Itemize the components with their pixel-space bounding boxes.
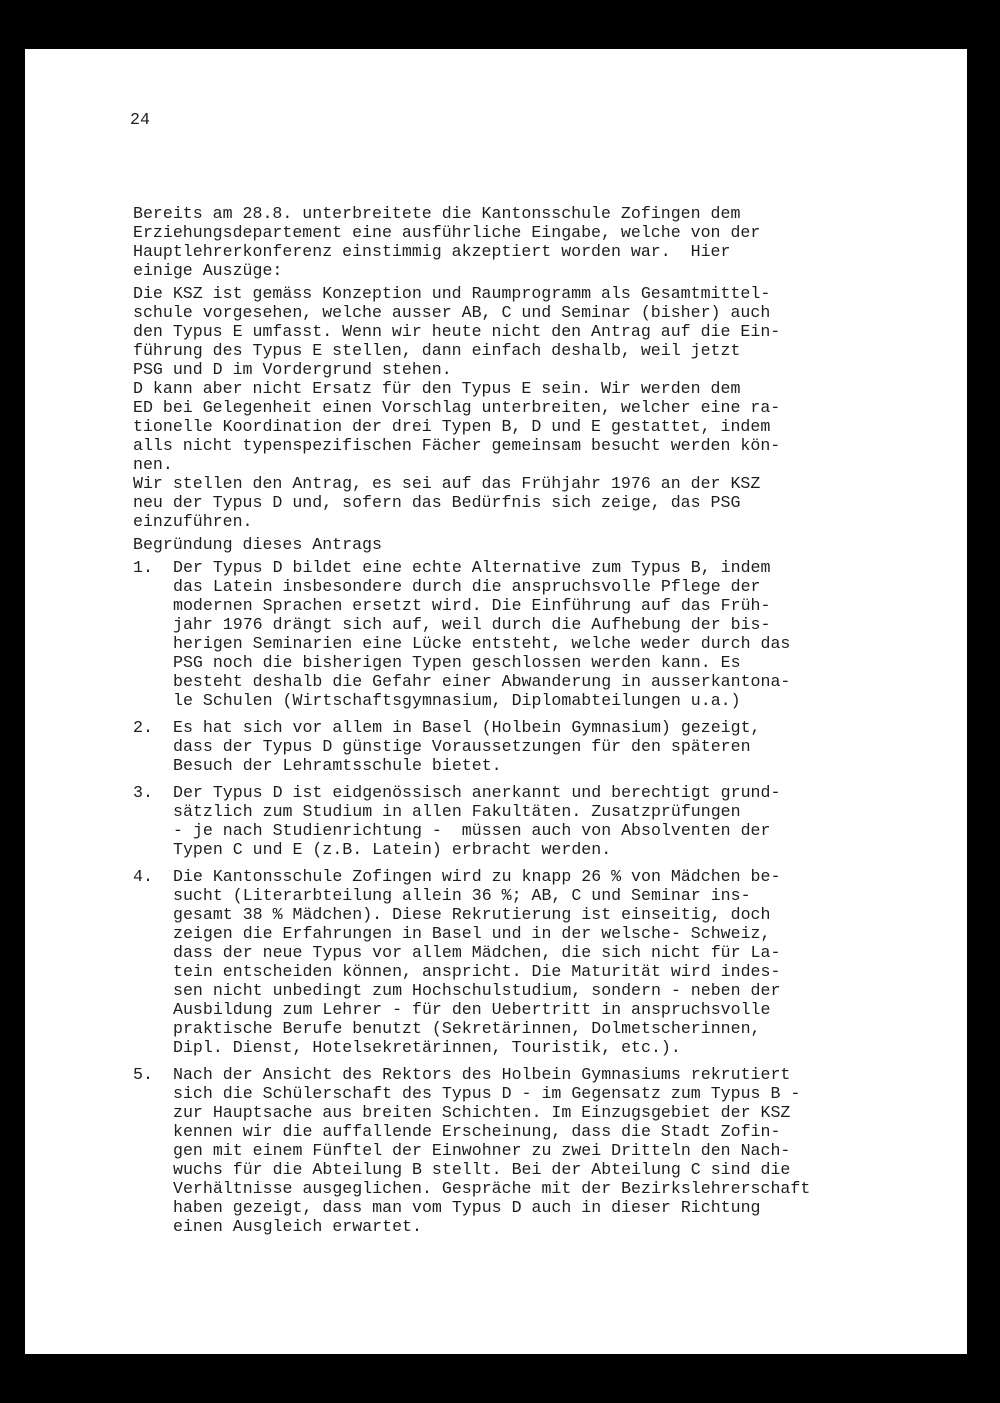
text-line: wuchs für die Abteilung B stellt. Bei der Abteilung C sind die: [173, 1160, 791, 1179]
text-line: sätzlich zum Studium in allen Fakultäten. Zusatzprüfungen: [173, 802, 741, 821]
text-line: alls nicht typenspezifischen Fächer gemeinsam besucht werden kön-: [133, 436, 781, 455]
text-line: tionelle Koordination der drei Typen B, D und E gestattet, indem: [133, 417, 771, 436]
reason-number: 2.: [133, 718, 153, 737]
text-line: das Latein insbesondere durch die anspruchsvolle Pflege der: [173, 577, 761, 596]
reason-number: 3.: [133, 783, 153, 802]
text-line: Besuch der Lehramtsschule bietet.: [173, 756, 502, 775]
text-line: haben gezeigt, dass man vom Typus D auch in dieser Richtung: [173, 1198, 761, 1217]
reason-item: [133, 718, 933, 775]
text-line: - je nach Studienrichtung - müssen auch von Absolventen der: [173, 821, 771, 840]
reason-item: [133, 1065, 933, 1236]
text-line: führung des Typus E stellen, dann einfach deshalb, weil jetzt: [133, 341, 741, 360]
text-line: herigen Seminarien eine Lücke entsteht, welche weder durch das: [173, 634, 791, 653]
text-line: ED bei Gelegenheit einen Vorschlag unterbreiten, welcher eine ra-: [133, 398, 781, 417]
text-line: nen.: [133, 455, 173, 474]
text-line: gen mit einem Fünftel der Einwohner zu zwei Dritteln den Nach-: [173, 1141, 791, 1160]
text-line: den Typus E umfasst. Wenn wir heute nicht den Antrag auf die Ein-: [133, 322, 781, 341]
text-line: sucht (Literarbteilung allein 36 %; AB, C und Seminar ins-: [173, 886, 751, 905]
text-line: PSG noch die bisherigen Typen geschlossen werden kann. Es: [173, 653, 741, 672]
text-line: besteht deshalb die Gefahr einer Abwanderung in ausserkantona-: [173, 672, 791, 691]
text-line: dass der Typus D günstige Voraussetzungen für den späteren: [173, 737, 751, 756]
text-line: zeigen die Erfahrungen in Basel und in der welsche- Schweiz,: [173, 924, 771, 943]
text-line: sich die Schülerschaft des Typus D - im Gegensatz zum Typus B -: [173, 1084, 801, 1103]
text-line: Es hat sich vor allem in Basel (Holbein Gymnasium) gezeigt,: [173, 718, 761, 737]
text-line: Der Typus D bildet eine echte Alternative zum Typus B, indem: [173, 558, 771, 577]
text-line: Bereits am 28.8. unterbreitete die Kantonsschule Zofingen dem: [133, 204, 741, 223]
text-line: Dipl. Dienst, Hotelsekretärinnen, Touristik, etc.).: [173, 1038, 681, 1057]
document-body: [133, 204, 933, 1236]
section-heading: Begründung dieses Antrags: [133, 535, 382, 554]
text-line: einen Ausgleich erwartet.: [173, 1217, 422, 1236]
text-line: Verhältnisse ausgeglichen. Gespräche mit der Bezirkslehrerschaft: [173, 1179, 811, 1198]
text-line: Erziehungsdepartement eine ausführliche Eingabe, welche von der: [133, 223, 761, 242]
text-line: tein entscheiden können, anspricht. Die Maturität wird indes-: [173, 962, 781, 981]
reason-item: [133, 558, 933, 710]
text-line: einige Auszüge:: [133, 261, 283, 280]
text-line: gesamt 38 % Mädchen). Diese Rekrutierung ist einseitig, doch: [173, 905, 771, 924]
text-line: Die Kantonsschule Zofingen wird zu knapp 26 % von Mädchen be-: [173, 867, 781, 886]
text-line: PSG und D im Vordergrund stehen.: [133, 360, 452, 379]
text-line: Die KSZ ist gemäss Konzeption und Raumprogramm als Gesamtmittel-: [133, 284, 771, 303]
text-line: dass der neue Typus vor allem Mädchen, die sich nicht für La-: [173, 943, 781, 962]
text-line: Nach der Ansicht des Rektors des Holbein Gymnasiums rekrutiert: [173, 1065, 791, 1084]
text-line: jahr 1976 drängt sich auf, weil durch die Aufhebung der bis-: [173, 615, 771, 634]
reason-item: [133, 867, 933, 1057]
reason-item: [133, 783, 933, 859]
text-line: zur Hauptsache aus breiten Schichten. Im Einzugsgebiet der KSZ: [173, 1103, 791, 1122]
text-line: modernen Sprachen ersetzt wird. Die Einführung auf das Früh-: [173, 596, 771, 615]
text-line: Hauptlehrerkonferenz einstimmig akzeptiert worden war. Hier: [133, 242, 731, 261]
text-line: kennen wir die auffallende Erscheinung, dass die Stadt Zofin-: [173, 1122, 781, 1141]
text-line: Wir stellen den Antrag, es sei auf das Frühjahr 1976 an der KSZ: [133, 474, 761, 493]
text-line: D kann aber nicht Ersatz für den Typus E sein. Wir werden dem: [133, 379, 741, 398]
excerpt-paragraph: [133, 284, 933, 531]
text-line: einzuführen.: [133, 512, 253, 531]
reason-number: 1.: [133, 558, 153, 577]
text-line: schule vorgesehen, welche ausser AB, C und Seminar (bisher) auch: [133, 303, 771, 322]
text-line: praktische Berufe benutzt (Sekretärinnen, Dolmetscherinnen,: [173, 1019, 761, 1038]
reason-number: 4.: [133, 867, 153, 886]
reason-number: 5.: [133, 1065, 153, 1084]
text-line: Typen C und E (z.B. Latein) erbracht werden.: [173, 840, 612, 859]
text-line: neu der Typus D und, sofern das Bedürfnis sich zeige, das PSG: [133, 493, 741, 512]
text-line: Der Typus D ist eidgenössisch anerkannt und berechtigt grund-: [173, 783, 781, 802]
page-number: 24: [130, 110, 150, 129]
document-page: [25, 49, 967, 1354]
text-line: sen nicht unbedingt zum Hochschulstudium, sondern - neben der: [173, 981, 781, 1000]
text-line: Ausbildung zum Lehrer - für den Uebertritt in anspruchsvolle: [173, 1000, 771, 1019]
intro-paragraph: [133, 204, 933, 280]
text-line: le Schulen (Wirtschaftsgymnasium, Diplomabteilungen u.a.): [173, 691, 741, 710]
